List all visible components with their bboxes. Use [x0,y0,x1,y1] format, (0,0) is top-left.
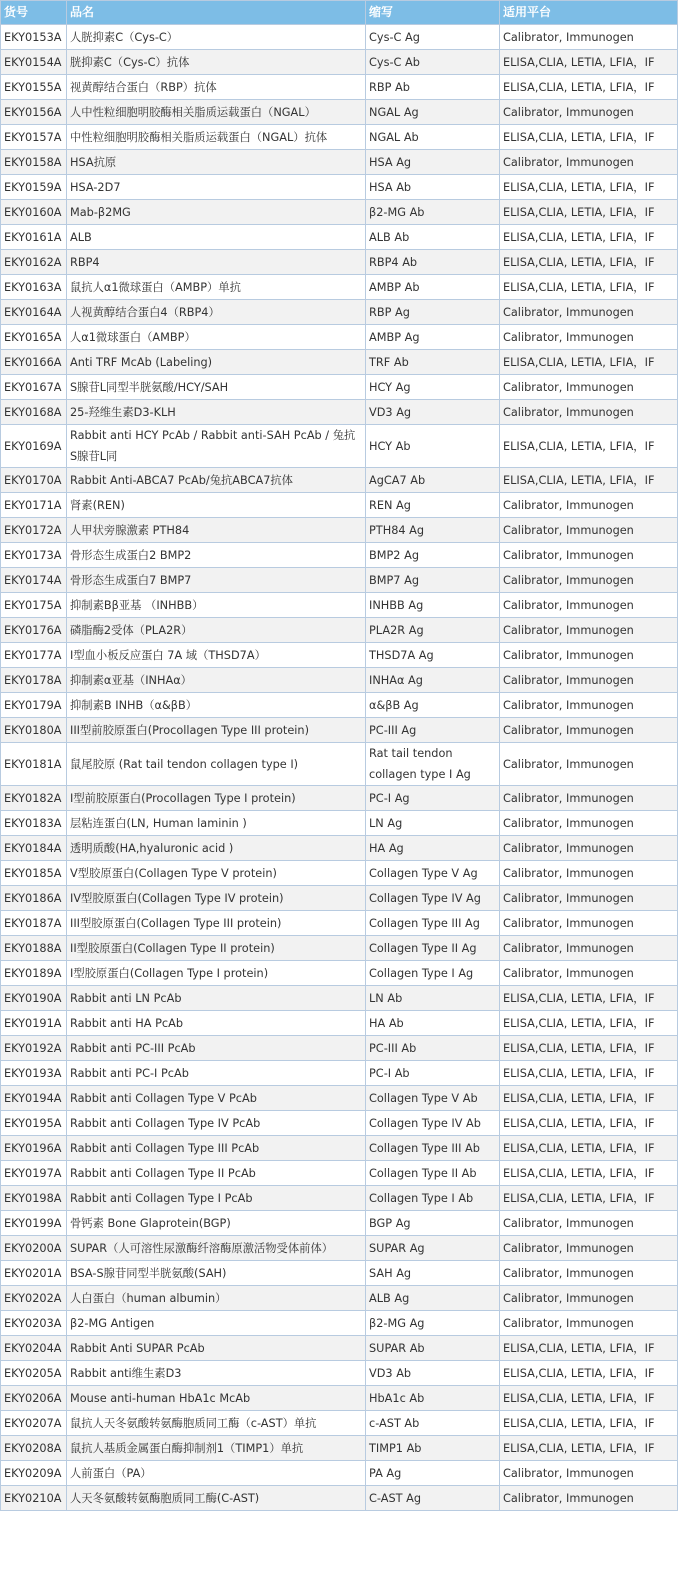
cell-catalog-no: EKY0177A [1,643,67,668]
cell-abbreviation: RBP Ab [366,75,500,100]
cell-product-name: 磷脂酶2受体（PLA2R） [67,618,366,643]
cell-platform: Calibrator, Immunogen [500,1286,678,1311]
cell-platform: ELISA,CLIA, LETIA, LFIA，IF [500,1186,678,1211]
cell-platform: Calibrator, Immunogen [500,693,678,718]
cell-catalog-no: EKY0168A [1,400,67,425]
cell-platform: Calibrator, Immunogen [500,786,678,811]
cell-abbreviation: AMBP Ag [366,325,500,350]
cell-catalog-no: EKY0192A [1,1036,67,1061]
cell-product-name: 鼠抗人天冬氨酸转氨酶胞质同工酶（c-AST）单抗 [67,1411,366,1436]
table-row [1,25,678,50]
cell-platform: Calibrator, Immunogen [500,861,678,886]
table-row [1,593,678,618]
cell-platform: ELISA,CLIA, LETIA, LFIA，IF [500,986,678,1011]
cell-catalog-no: EKY0208A [1,1436,67,1461]
table-row [1,75,678,100]
cell-catalog-no: EKY0197A [1,1161,67,1186]
cell-platform: Calibrator, Immunogen [500,1211,678,1236]
cell-platform: Calibrator, Immunogen [500,300,678,325]
cell-platform: ELISA,CLIA, LETIA, LFIA，IF [500,468,678,493]
table-row [1,50,678,75]
cell-product-name: Rabbit anti HA PcAb [67,1011,366,1036]
cell-catalog-no: EKY0166A [1,350,67,375]
cell-product-name: 视黄醇结合蛋白（RBP）抗体 [67,75,366,100]
cell-abbreviation: Collagen Type IV Ag [366,886,500,911]
cell-platform: ELISA,CLIA, LETIA, LFIA，IF [500,1061,678,1086]
cell-catalog-no: EKY0174A [1,568,67,593]
cell-abbreviation: PC-I Ag [366,786,500,811]
table-row [1,1036,678,1061]
cell-abbreviation: Collagen Type IV Ab [366,1111,500,1136]
cell-product-name: 人胱抑素C（Cys-C） [67,25,366,50]
cell-platform: Calibrator, Immunogen [500,718,678,743]
cell-product-name: 人甲状旁腺激素 PTH84 [67,518,366,543]
cell-platform: ELISA,CLIA, LETIA, LFIA，IF [500,1086,678,1111]
cell-abbreviation: SUPAR Ag [366,1236,500,1261]
cell-abbreviation: HSA Ag [366,150,500,175]
cell-abbreviation: Collagen Type II Ab [366,1161,500,1186]
cell-product-name: Rabbit Anti SUPAR PcAb [67,1336,366,1361]
cell-abbreviation: INHAα Ag [366,668,500,693]
cell-platform: Calibrator, Immunogen [500,593,678,618]
table-row [1,1136,678,1161]
cell-platform: Calibrator, Immunogen [500,568,678,593]
table-row [1,1061,678,1086]
table-row [1,375,678,400]
cell-platform: Calibrator, Immunogen [500,150,678,175]
cell-abbreviation: β2-MG Ab [366,200,500,225]
cell-catalog-no: EKY0169A [1,425,67,468]
cell-platform: Calibrator, Immunogen [500,1236,678,1261]
cell-platform: Calibrator, Immunogen [500,100,678,125]
cell-product-name: 中性粒细胞明胶酶相关脂质运载蛋白（NGAL）抗体 [67,125,366,150]
table-row [1,693,678,718]
cell-product-name: Rabbit anti PC-III PcAb [67,1036,366,1061]
cell-product-name: Ⅰ型血小板反应蛋白 7A 域（THSD7A） [67,643,366,668]
cell-abbreviation: HCY Ag [366,375,500,400]
table-row [1,1436,678,1461]
cell-catalog-no: EKY0164A [1,300,67,325]
cell-abbreviation: REN Ag [366,493,500,518]
cell-product-name: 鼠抗人基质金属蛋白酶抑制剂1（TIMP1）单抗 [67,1436,366,1461]
cell-product-name: 人α1微球蛋白（AMBP） [67,325,366,350]
cell-abbreviation: HSA Ab [366,175,500,200]
cell-product-name: BSA-S腺苷同型半胱氨酸(SAH) [67,1261,366,1286]
cell-abbreviation: α&βB Ag [366,693,500,718]
cell-product-name: 人白蛋白（human albumin） [67,1286,366,1311]
table-row [1,325,678,350]
table-row [1,1461,678,1486]
cell-product-name: 人视黄醇结合蛋白4（RBP4） [67,300,366,325]
cell-product-name: 骨形态生成蛋白7 BMP7 [67,568,366,593]
cell-catalog-no: EKY0189A [1,961,67,986]
table-row [1,936,678,961]
cell-catalog-no: EKY0188A [1,936,67,961]
cell-abbreviation: LN Ab [366,986,500,1011]
cell-catalog-no: EKY0173A [1,543,67,568]
cell-catalog-no: EKY0180A [1,718,67,743]
cell-abbreviation: THSD7A Ag [366,643,500,668]
cell-product-name: Rabbit anti Collagen Type IV PcAb [67,1111,366,1136]
table-row [1,836,678,861]
cell-product-name: 鼠抗人α1微球蛋白（AMBP）单抗 [67,275,366,300]
cell-platform: ELISA,CLIA, LETIA, LFIA，IF [500,175,678,200]
cell-product-name: HSA抗原 [67,150,366,175]
cell-abbreviation: PA Ag [366,1461,500,1486]
cell-platform: ELISA,CLIA, LETIA, LFIA，IF [500,350,678,375]
cell-product-name: Rabbit anti Collagen Type I PcAb [67,1186,366,1211]
table-row [1,961,678,986]
cell-catalog-no: EKY0186A [1,886,67,911]
cell-platform: ELISA,CLIA, LETIA, LFIA，IF [500,200,678,225]
cell-product-name: 胱抑素C（Cys-C）抗体 [67,50,366,75]
cell-catalog-no: EKY0201A [1,1261,67,1286]
cell-platform: Calibrator, Immunogen [500,400,678,425]
cell-catalog-no: EKY0204A [1,1336,67,1361]
cell-product-name: HSA-2D7 [67,175,366,200]
cell-abbreviation: ALB Ab [366,225,500,250]
cell-product-name: S腺苷L同型半胱氨酸/HCY/SAH [67,375,366,400]
cell-abbreviation: PC-III Ag [366,718,500,743]
table-row [1,786,678,811]
header-cell-catalog-no: 货号 [1,1,67,25]
cell-product-name: 人中性粒细胞明胶酶相关脂质运载蛋白（NGAL） [67,100,366,125]
cell-platform: ELISA,CLIA, LETIA, LFIA，IF [500,1336,678,1361]
table-row [1,1111,678,1136]
cell-product-name: Mouse anti-human HbA1c McAb [67,1386,366,1411]
cell-abbreviation: AgCA7 Ab [366,468,500,493]
table-row [1,1361,678,1386]
cell-catalog-no: EKY0167A [1,375,67,400]
cell-product-name: 25-羟维生素D3-KLH [67,400,366,425]
cell-abbreviation: RBP4 Ab [366,250,500,275]
cell-platform: ELISA,CLIA, LETIA, LFIA，IF [500,1011,678,1036]
cell-platform: ELISA,CLIA, LETIA, LFIA，IF [500,1161,678,1186]
cell-abbreviation: SAH Ag [366,1261,500,1286]
cell-product-name: 肾素(REN) [67,493,366,518]
cell-product-name: 层粘连蛋白(LN, Human laminin ) [67,811,366,836]
header-cell-platform: 适用平台 [500,1,678,25]
cell-abbreviation: Collagen Type II Ag [366,936,500,961]
cell-catalog-no: EKY0182A [1,786,67,811]
cell-abbreviation: LN Ag [366,811,500,836]
cell-catalog-no: EKY0190A [1,986,67,1011]
cell-catalog-no: EKY0160A [1,200,67,225]
cell-catalog-no: EKY0163A [1,275,67,300]
table-row [1,1211,678,1236]
table-row [1,743,678,786]
cell-platform: Calibrator, Immunogen [500,493,678,518]
cell-catalog-no: EKY0153A [1,25,67,50]
cell-product-name: V型胶原蛋白(Collagen Type V protein) [67,861,366,886]
cell-product-name: Rabbit anti PC-I PcAb [67,1061,366,1086]
cell-catalog-no: EKY0199A [1,1211,67,1236]
cell-abbreviation: BMP7 Ag [366,568,500,593]
table-row [1,518,678,543]
cell-abbreviation: Collagen Type III Ag [366,911,500,936]
cell-product-name: II型胶原蛋白(Collagen Type II protein) [67,936,366,961]
cell-abbreviation: Rat tail tendon collagen type I Ag [366,743,500,786]
cell-catalog-no: EKY0181A [1,743,67,786]
table-body [1,25,678,1511]
table-row [1,1411,678,1436]
cell-product-name: 骨钙素 Bone Glaprotein(BGP) [67,1211,366,1236]
cell-catalog-no: EKY0200A [1,1236,67,1261]
table-row [1,886,678,911]
cell-catalog-no: EKY0202A [1,1286,67,1311]
cell-abbreviation: Collagen Type I Ab [366,1186,500,1211]
cell-platform: ELISA,CLIA, LETIA, LFIA，IF [500,125,678,150]
cell-product-name: Mab-β2MG [67,200,366,225]
cell-platform: Calibrator, Immunogen [500,643,678,668]
cell-catalog-no: EKY0175A [1,593,67,618]
header-cell-product-name: 品名 [67,1,366,25]
table-row [1,400,678,425]
table-row [1,911,678,936]
table-row [1,1386,678,1411]
cell-platform: ELISA,CLIA, LETIA, LFIA，IF [500,225,678,250]
cell-product-name: 抑制素Bβ亚基 （INHBB） [67,593,366,618]
cell-abbreviation: TRF Ab [366,350,500,375]
cell-abbreviation: Cys-C Ag [366,25,500,50]
cell-catalog-no: EKY0158A [1,150,67,175]
table-row [1,425,678,468]
table-row [1,275,678,300]
cell-platform: ELISA,CLIA, LETIA, LFIA，IF [500,275,678,300]
cell-product-name: I型胶原蛋白(Collagen Type I protein) [67,961,366,986]
cell-product-name: I型前胶原蛋白(Procollagen Type I protein) [67,786,366,811]
cell-product-name: Rabbit anti LN PcAb [67,986,366,1011]
cell-abbreviation: INHBB Ag [366,593,500,618]
cell-platform: Calibrator, Immunogen [500,1486,678,1511]
cell-catalog-no: EKY0206A [1,1386,67,1411]
cell-platform: Calibrator, Immunogen [500,325,678,350]
cell-abbreviation: Collagen Type III Ab [366,1136,500,1161]
cell-product-name: RBP4 [67,250,366,275]
cell-abbreviation: ALB Ag [366,1286,500,1311]
cell-catalog-no: EKY0157A [1,125,67,150]
table-row [1,568,678,593]
cell-abbreviation: HA Ab [366,1011,500,1036]
cell-platform: Calibrator, Immunogen [500,25,678,50]
cell-catalog-no: EKY0176A [1,618,67,643]
cell-platform: Calibrator, Immunogen [500,743,678,786]
table-row [1,718,678,743]
cell-platform: Calibrator, Immunogen [500,618,678,643]
table-row [1,225,678,250]
cell-product-name: 人天冬氨酸转氨酶胞质同工酶(C-AST) [67,1486,366,1511]
cell-catalog-no: EKY0179A [1,693,67,718]
cell-platform: Calibrator, Immunogen [500,1461,678,1486]
table-row [1,150,678,175]
cell-platform: Calibrator, Immunogen [500,811,678,836]
cell-catalog-no: EKY0193A [1,1061,67,1086]
cell-platform: Calibrator, Immunogen [500,936,678,961]
cell-platform: Calibrator, Immunogen [500,1261,678,1286]
table-row [1,1186,678,1211]
header-cell-abbreviation: 缩写 [366,1,500,25]
cell-platform: ELISA,CLIA, LETIA, LFIA，IF [500,1111,678,1136]
cell-product-name: 骨形态生成蛋白2 BMP2 [67,543,366,568]
cell-platform: ELISA,CLIA, LETIA, LFIA，IF [500,1386,678,1411]
cell-abbreviation: SUPAR Ab [366,1336,500,1361]
table-row [1,668,678,693]
cell-abbreviation: VD3 Ab [366,1361,500,1386]
cell-product-name: III型胶原蛋白(Collagen Type III protein) [67,911,366,936]
table-row [1,300,678,325]
cell-abbreviation: AMBP Ab [366,275,500,300]
cell-abbreviation: PTH84 Ag [366,518,500,543]
cell-product-name: Rabbit Anti-ABCA7 PcAb/兔抗ABCA7抗体 [67,468,366,493]
table-row [1,1311,678,1336]
cell-abbreviation: NGAL Ab [366,125,500,150]
cell-catalog-no: EKY0183A [1,811,67,836]
cell-catalog-no: EKY0154A [1,50,67,75]
cell-catalog-no: EKY0156A [1,100,67,125]
cell-abbreviation: Cys-C Ab [366,50,500,75]
cell-catalog-no: EKY0205A [1,1361,67,1386]
cell-platform: ELISA,CLIA, LETIA, LFIA，IF [500,1136,678,1161]
table-row [1,125,678,150]
table-row [1,493,678,518]
table-row [1,1336,678,1361]
table-row [1,1086,678,1111]
cell-abbreviation: PC-III Ab [366,1036,500,1061]
table-row [1,100,678,125]
cell-abbreviation: BGP Ag [366,1211,500,1236]
cell-abbreviation: c-AST Ab [366,1411,500,1436]
cell-platform: ELISA,CLIA, LETIA, LFIA，IF [500,1436,678,1461]
cell-abbreviation: RBP Ag [366,300,500,325]
cell-platform: Calibrator, Immunogen [500,886,678,911]
cell-catalog-no: EKY0191A [1,1011,67,1036]
cell-abbreviation: HbA1c Ab [366,1386,500,1411]
table-row [1,1236,678,1261]
cell-platform: Calibrator, Immunogen [500,668,678,693]
cell-product-name: 人前蛋白（PA） [67,1461,366,1486]
cell-platform: Calibrator, Immunogen [500,518,678,543]
table-row [1,200,678,225]
table-row [1,1286,678,1311]
cell-abbreviation: C-AST Ag [366,1486,500,1511]
cell-abbreviation: PC-I Ab [366,1061,500,1086]
cell-product-name: Rabbit anti维生素D3 [67,1361,366,1386]
cell-platform: Calibrator, Immunogen [500,911,678,936]
cell-platform: Calibrator, Immunogen [500,375,678,400]
cell-product-name: Rabbit anti Collagen Type II PcAb [67,1161,366,1186]
cell-abbreviation: HCY Ab [366,425,500,468]
cell-catalog-no: EKY0209A [1,1461,67,1486]
cell-platform: Calibrator, Immunogen [500,836,678,861]
cell-catalog-no: EKY0194A [1,1086,67,1111]
table-row [1,350,678,375]
cell-platform: ELISA,CLIA, LETIA, LFIA，IF [500,75,678,100]
cell-abbreviation: HA Ag [366,836,500,861]
cell-product-name: Rabbit anti Collagen Type V PcAb [67,1086,366,1111]
table-row [1,468,678,493]
cell-platform: ELISA,CLIA, LETIA, LFIA，IF [500,50,678,75]
cell-platform: ELISA,CLIA, LETIA, LFIA，IF [500,425,678,468]
cell-catalog-no: EKY0171A [1,493,67,518]
table-row [1,1161,678,1186]
cell-catalog-no: EKY0196A [1,1136,67,1161]
cell-catalog-no: EKY0170A [1,468,67,493]
cell-product-name: β2-MG Antigen [67,1311,366,1336]
cell-platform: ELISA,CLIA, LETIA, LFIA，IF [500,1411,678,1436]
cell-product-name: III型前胶原蛋白(Procollagen Type III protein) [67,718,366,743]
cell-catalog-no: EKY0198A [1,1186,67,1211]
table-row [1,643,678,668]
cell-catalog-no: EKY0178A [1,668,67,693]
cell-catalog-no: EKY0162A [1,250,67,275]
cell-product-name: SUPAR（人可溶性尿激酶纤溶酶原激活物受体前体） [67,1236,366,1261]
cell-abbreviation: Collagen Type V Ab [366,1086,500,1111]
cell-catalog-no: EKY0210A [1,1486,67,1511]
cell-platform: Calibrator, Immunogen [500,961,678,986]
cell-abbreviation: Collagen Type I Ag [366,961,500,986]
cell-product-name: 抑制素B INHB（α&βB） [67,693,366,718]
cell-catalog-no: EKY0172A [1,518,67,543]
cell-product-name: Anti TRF McAb (Labeling) [67,350,366,375]
cell-catalog-no: EKY0159A [1,175,67,200]
table-row [1,861,678,886]
table-row [1,1261,678,1286]
cell-catalog-no: EKY0155A [1,75,67,100]
cell-platform: ELISA,CLIA, LETIA, LFIA，IF [500,1036,678,1061]
cell-abbreviation: NGAL Ag [366,100,500,125]
table-row [1,986,678,1011]
cell-catalog-no: EKY0184A [1,836,67,861]
cell-product-name: 抑制素α亚基（INHAα） [67,668,366,693]
cell-platform: ELISA,CLIA, LETIA, LFIA，IF [500,250,678,275]
cell-catalog-no: EKY0165A [1,325,67,350]
cell-product-name: IV型胶原蛋白(Collagen Type IV protein) [67,886,366,911]
cell-catalog-no: EKY0187A [1,911,67,936]
cell-abbreviation: β2-MG Ag [366,1311,500,1336]
cell-catalog-no: EKY0195A [1,1111,67,1136]
table-row [1,543,678,568]
cell-platform: Calibrator, Immunogen [500,1311,678,1336]
cell-product-name: Rabbit anti HCY PcAb / Rabbit anti-SAH PcAb / 兔抗S腺苷L同 [67,425,366,468]
cell-product-name: 鼠尾胶原 (Rat tail tendon collagen type I) [67,743,366,786]
cell-platform: ELISA,CLIA, LETIA, LFIA，IF [500,1361,678,1386]
table-row [1,1011,678,1036]
cell-platform: Calibrator, Immunogen [500,543,678,568]
cell-product-name: ALB [67,225,366,250]
cell-abbreviation: Collagen Type V Ag [366,861,500,886]
cell-abbreviation: TIMP1 Ab [366,1436,500,1461]
cell-abbreviation: BMP2 Ag [366,543,500,568]
cell-catalog-no: EKY0161A [1,225,67,250]
cell-catalog-no: EKY0207A [1,1411,67,1436]
cell-product-name: 透明质酸(HA,hyaluronic acid ) [67,836,366,861]
cell-catalog-no: EKY0185A [1,861,67,886]
cell-abbreviation: VD3 Ag [366,400,500,425]
cell-abbreviation: PLA2R Ag [366,618,500,643]
cell-catalog-no: EKY0203A [1,1311,67,1336]
header-row [1,1,678,25]
table-row [1,1486,678,1511]
table-row [1,175,678,200]
table-row [1,250,678,275]
table-row [1,811,678,836]
table-row [1,618,678,643]
cell-product-name: Rabbit anti Collagen Type III PcAb [67,1136,366,1161]
